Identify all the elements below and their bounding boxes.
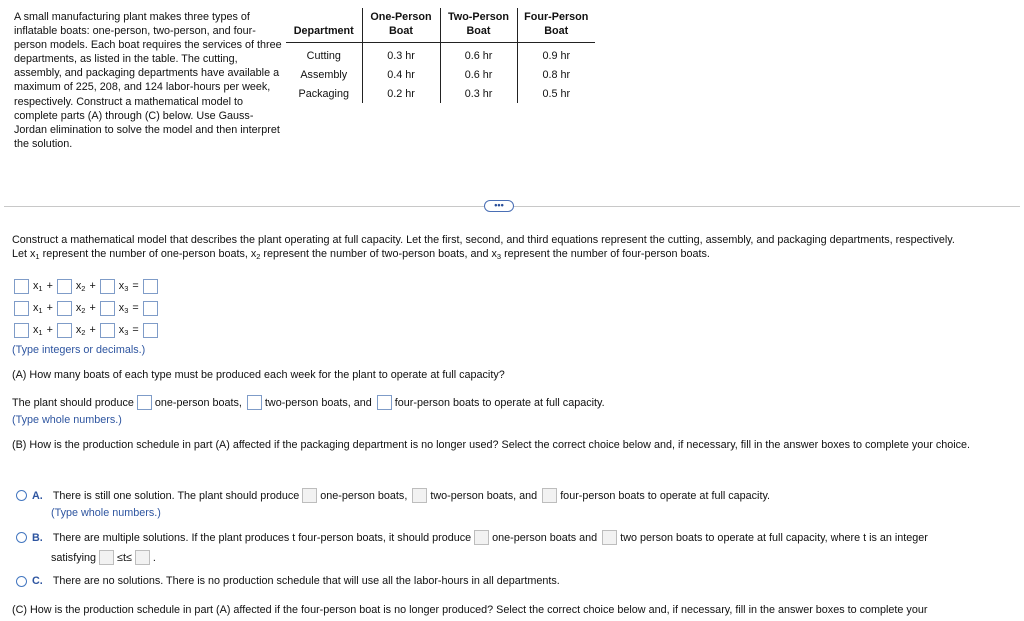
header-two-person: Two-Person Boat <box>440 8 517 43</box>
table-cell: 0.8 hr <box>542 69 571 81</box>
plus-sign: + <box>46 280 53 292</box>
equation-packaging <box>14 321 158 339</box>
variable-label: $x_1$ <box>33 323 43 337</box>
table-cell: 0.6 hr <box>440 43 517 66</box>
choice-letter: A. <box>32 489 43 502</box>
choice-text: There are no solutions. There is no production schedule that will use all the labor-hours in all departments. <box>52 575 560 587</box>
var-def-part: Let x <box>12 248 36 260</box>
header-department: Department <box>286 8 362 43</box>
coefficient-input[interactable] <box>14 279 29 294</box>
plus-sign: + <box>46 324 53 336</box>
coefficient-input[interactable] <box>100 279 115 294</box>
choice-a[interactable] <box>16 488 770 503</box>
choice-c[interactable] <box>16 575 560 587</box>
lower-bound-input[interactable] <box>99 550 114 565</box>
choice-text: two-person boats, and <box>430 489 538 502</box>
variable-label: $x_2$ <box>75 301 86 315</box>
one-person-input[interactable] <box>137 395 152 410</box>
plus-sign: + <box>89 324 96 336</box>
plus-sign: + <box>46 302 53 314</box>
variable-label: $x_2$ <box>75 279 86 293</box>
table-cell: 0.9 hr <box>542 50 571 62</box>
subscript: 3 <box>496 252 502 261</box>
header-four-person: Four-Person Boat <box>517 8 595 43</box>
table-cell: 0.4 hr <box>362 65 440 84</box>
table-header-row <box>286 8 595 43</box>
upper-bound-input[interactable] <box>135 550 150 565</box>
expand-button[interactable]: ••• <box>484 200 514 212</box>
answer-text: four-person boats to operate at full capacity. <box>394 396 605 409</box>
answer-text: The plant should produce <box>12 396 134 409</box>
coefficient-input[interactable] <box>14 323 29 338</box>
table-cell: 0.6 hr <box>440 65 517 84</box>
table-cell: 0.3 hr <box>362 43 440 66</box>
constant-input[interactable] <box>143 323 158 338</box>
part-b-question: (B) How is the production schedule in part (A) affected if the packaging department is no longer used? Select the correct choice below and, if necessary, fill in the answer boxes to complete your choice. <box>12 439 971 451</box>
var-def-part: represent the number of four-person boats. <box>501 248 710 260</box>
table-cell: 0.5 hr <box>542 88 571 100</box>
coefficient-input[interactable] <box>100 323 115 338</box>
table-cell: 0.3 hr <box>440 84 517 103</box>
two-person-input[interactable] <box>602 530 617 545</box>
subscript: 2 <box>256 252 261 261</box>
coefficient-input[interactable] <box>57 323 72 338</box>
equation-cutting <box>14 277 158 295</box>
answer-text: one-person boats, <box>154 396 242 409</box>
subscript: 1 <box>35 252 40 261</box>
coefficient-input[interactable] <box>57 279 72 294</box>
two-person-input[interactable] <box>247 395 262 410</box>
equals-sign: = <box>132 324 139 336</box>
coefficient-input[interactable] <box>14 301 29 316</box>
variable-label: $x_2$ <box>75 323 86 337</box>
variable-label: $x_1$ <box>33 301 43 315</box>
plus-sign: + <box>89 302 96 314</box>
type-hint: (Type integers or decimals.) <box>12 344 146 356</box>
equals-sign: = <box>132 280 139 292</box>
radio-button[interactable] <box>16 490 27 501</box>
choice-text: satisfying <box>51 551 97 564</box>
answer-text: two-person boats, and <box>264 396 372 409</box>
coefficient-input[interactable] <box>100 301 115 316</box>
table-cell: Assembly <box>286 65 362 84</box>
choice-text: one-person boats and <box>492 531 598 544</box>
choice-text: There is still one solution. The plant should produce <box>52 489 300 502</box>
table-row <box>286 43 595 66</box>
one-person-input[interactable] <box>474 530 489 545</box>
choice-letter: B. <box>32 531 43 544</box>
radio-button[interactable] <box>16 576 27 587</box>
one-person-input[interactable] <box>302 488 317 503</box>
radio-button[interactable] <box>16 532 27 543</box>
choice-letter: C. <box>32 575 43 587</box>
equals-sign: = <box>132 302 139 314</box>
period: . <box>152 551 156 564</box>
choice-text: four-person boats to operate at full capacity. <box>560 489 771 502</box>
table-row <box>286 65 595 84</box>
constant-input[interactable] <box>143 279 158 294</box>
constant-input[interactable] <box>143 301 158 316</box>
type-hint: (Type whole numbers.) <box>12 414 122 426</box>
header-one-person: One-Person Boat <box>362 8 440 43</box>
variable-label: $x_3$ <box>118 301 129 315</box>
type-hint: (Type whole numbers.) <box>51 507 161 519</box>
variable-definitions <box>12 247 710 264</box>
model-instructions: Construct a mathematical model that describes the plant operating at full capacity. Let the first, second, and third equations represent the cutting, assembly, and packaging departments, respectively. <box>12 234 955 246</box>
coefficient-input[interactable] <box>57 301 72 316</box>
four-person-input[interactable] <box>542 488 557 503</box>
choice-text: two person boats to operate at full capacity, where t is an integer <box>620 531 928 544</box>
table-cell: Cutting <box>286 43 362 66</box>
problem-statement: A small manufacturing plant makes three types of inflatable boats: one-person, two-person, and four-person models. Each boat requires the services of three departments, as listed in the table. The cutting, assembly, and packaging departments have available a maximum of 225, 208, and 124 labor-hours per week, respectively. Construct a mathematical model to complete parts (A) through (C) below. Use Gauss-Jordan elimination to solve the model and then interpret the solution. <box>14 11 282 150</box>
part-a-answer <box>12 395 605 410</box>
choice-b-range <box>51 550 156 565</box>
department-hours-table <box>286 8 595 103</box>
var-def-part: represent the number of one-person boats, x <box>39 248 257 260</box>
plus-sign: + <box>89 280 96 292</box>
table-cell: 0.2 hr <box>362 84 440 103</box>
table-cell: Packaging <box>286 84 362 103</box>
choice-text: There are multiple solutions. If the plant produces t four-person boats, it should produce <box>52 531 472 544</box>
four-person-input[interactable] <box>377 395 392 410</box>
inequality: ≤t≤ <box>117 551 132 564</box>
variable-label: $x_1$ <box>33 279 43 293</box>
two-person-input[interactable] <box>412 488 427 503</box>
variable-label: $x_3$ <box>118 323 129 337</box>
variable-label: $x_3$ <box>118 279 129 293</box>
part-a-question: (A) How many boats of each type must be produced each week for the plant to operate at full capacity? <box>12 369 505 381</box>
choice-b[interactable] <box>16 530 928 545</box>
var-def-part: represent the number of two-person boats, and x <box>260 248 497 260</box>
equation-assembly <box>14 299 158 317</box>
part-c-question: (C) How is the production schedule in part (A) affected if the four-person boat is no longer produced? Select the correct choice below and, if necessary, fill in the answer boxes to complete your <box>12 604 928 616</box>
choice-text: one-person boats, <box>320 489 408 502</box>
table-row <box>286 84 595 103</box>
